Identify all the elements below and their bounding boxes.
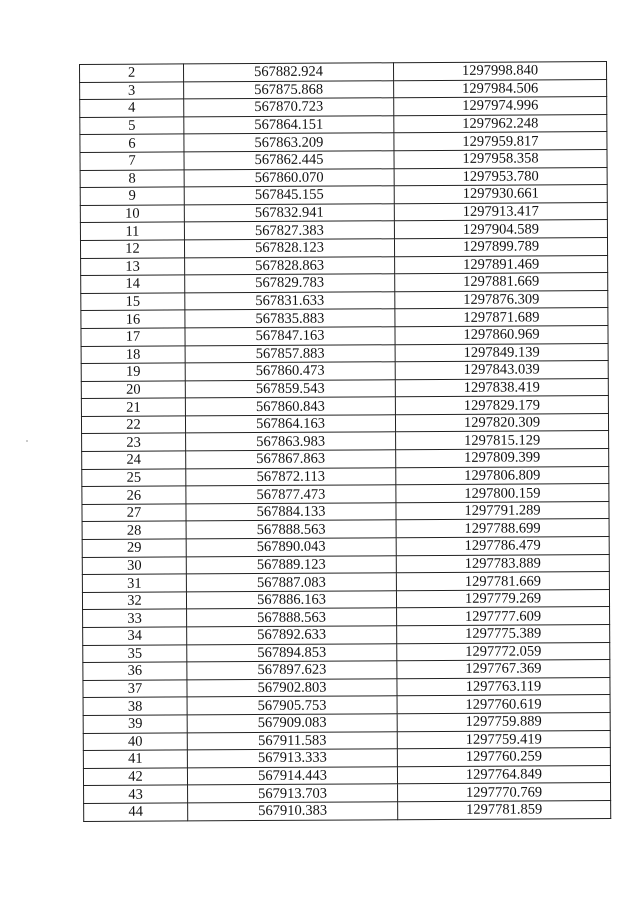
y-coordinate-cell: 1297763.119 xyxy=(397,677,610,696)
y-coordinate-cell: 1297838.419 xyxy=(395,378,608,397)
point-number-cell: 40 xyxy=(83,732,187,750)
y-coordinate-cell: 1297806.809 xyxy=(396,466,609,485)
y-coordinate-cell: 1297959.817 xyxy=(394,132,607,151)
x-coordinate-cell: 567828.863 xyxy=(185,256,395,275)
y-coordinate-cell: 1297913.417 xyxy=(394,202,607,221)
point-number-cell: 37 xyxy=(83,680,187,698)
x-coordinate-cell: 567828.123 xyxy=(184,239,394,258)
y-coordinate-cell: 1297891.469 xyxy=(395,255,608,274)
x-coordinate-cell: 567875.868 xyxy=(184,80,394,99)
x-coordinate-cell: 567845.155 xyxy=(184,186,394,205)
x-coordinate-cell: 567827.383 xyxy=(184,221,394,240)
point-number-cell: 2 xyxy=(80,64,184,82)
point-number-cell: 44 xyxy=(84,803,188,821)
point-number-cell: 33 xyxy=(83,609,187,627)
x-coordinate-cell: 567857.883 xyxy=(185,344,395,363)
x-coordinate-cell: 567905.753 xyxy=(187,696,397,715)
y-coordinate-cell: 1297781.669 xyxy=(396,572,609,591)
y-coordinate-cell: 1297759.889 xyxy=(397,713,610,732)
point-number-cell: 9 xyxy=(80,187,184,205)
y-coordinate-cell: 1297904.589 xyxy=(394,220,607,239)
x-coordinate-cell: 567864.163 xyxy=(185,415,395,434)
point-number-cell: 19 xyxy=(81,363,185,381)
y-coordinate-cell: 1297860.969 xyxy=(395,325,608,344)
x-coordinate-cell: 567913.333 xyxy=(187,749,397,768)
point-number-cell: 7 xyxy=(80,152,184,170)
y-coordinate-cell: 1297820.309 xyxy=(395,413,608,432)
x-coordinate-cell: 567877.473 xyxy=(186,485,396,504)
point-number-cell: 43 xyxy=(84,785,188,803)
table-row xyxy=(84,800,611,821)
y-coordinate-cell: 1297829.179 xyxy=(395,396,608,415)
y-coordinate-cell: 1297767.369 xyxy=(397,660,610,679)
y-coordinate-cell: 1297760.619 xyxy=(397,695,610,714)
point-number-cell: 21 xyxy=(81,398,185,416)
y-coordinate-cell: 1297759.419 xyxy=(397,730,610,749)
x-coordinate-cell: 567847.163 xyxy=(185,327,395,346)
x-coordinate-cell: 567886.163 xyxy=(186,591,396,610)
point-number-cell: 3 xyxy=(80,82,184,100)
x-coordinate-cell: 567872.113 xyxy=(186,467,396,486)
x-coordinate-cell: 567882.924 xyxy=(184,63,394,82)
y-coordinate-cell: 1297871.689 xyxy=(395,308,608,327)
x-coordinate-cell: 567831.633 xyxy=(185,291,395,310)
x-coordinate-cell: 567863.209 xyxy=(184,133,394,152)
point-number-cell: 12 xyxy=(80,240,184,258)
point-number-cell: 16 xyxy=(81,310,185,328)
point-number-cell: 34 xyxy=(83,627,187,645)
x-coordinate-cell: 567860.473 xyxy=(185,362,395,381)
y-coordinate-cell: 1297770.769 xyxy=(398,783,611,802)
y-coordinate-cell: 1297962.248 xyxy=(394,114,607,133)
point-number-cell: 18 xyxy=(81,345,185,363)
point-number-cell: 25 xyxy=(82,469,186,487)
y-coordinate-cell: 1297775.389 xyxy=(397,625,610,644)
y-coordinate-cell: 1297783.889 xyxy=(396,554,609,573)
y-coordinate-cell: 1297786.479 xyxy=(396,537,609,556)
x-coordinate-cell: 567897.623 xyxy=(187,661,397,680)
y-coordinate-cell: 1297800.159 xyxy=(396,484,609,503)
x-coordinate-cell: 567860.070 xyxy=(184,168,394,187)
point-number-cell: 8 xyxy=(80,169,184,187)
point-number-cell: 41 xyxy=(83,750,187,768)
point-number-cell: 39 xyxy=(83,715,187,733)
point-number-cell: 27 xyxy=(82,504,186,522)
point-number-cell: 26 xyxy=(82,486,186,504)
x-coordinate-cell: 567911.583 xyxy=(187,731,397,750)
y-coordinate-cell: 1297958.358 xyxy=(394,150,607,169)
x-coordinate-cell: 567859.543 xyxy=(185,379,395,398)
coordinates-table xyxy=(79,61,611,821)
x-coordinate-cell: 567832.941 xyxy=(184,203,394,222)
y-coordinate-cell: 1297764.849 xyxy=(397,765,610,784)
point-number-cell: 23 xyxy=(82,433,186,451)
y-coordinate-cell: 1297815.129 xyxy=(396,431,609,450)
point-number-cell: 4 xyxy=(80,99,184,117)
point-number-cell: 42 xyxy=(83,768,187,786)
point-number-cell: 13 xyxy=(81,257,185,275)
y-coordinate-cell: 1297772.059 xyxy=(397,642,610,661)
x-coordinate-cell: 567888.563 xyxy=(186,520,396,539)
point-number-cell: 35 xyxy=(83,645,187,663)
y-coordinate-cell: 1297760.259 xyxy=(397,748,610,767)
coordinates-table-body xyxy=(80,62,611,821)
x-coordinate-cell: 567835.883 xyxy=(185,309,395,328)
point-number-cell: 5 xyxy=(80,117,184,135)
y-coordinate-cell: 1297984.506 xyxy=(394,79,607,98)
x-coordinate-cell: 567890.043 xyxy=(186,538,396,557)
x-coordinate-cell: 567889.123 xyxy=(186,555,396,574)
x-coordinate-cell: 567892.633 xyxy=(187,626,397,645)
y-coordinate-cell: 1297876.309 xyxy=(395,290,608,309)
point-number-cell: 10 xyxy=(80,205,184,223)
y-coordinate-cell: 1297777.609 xyxy=(397,607,610,626)
point-number-cell: 31 xyxy=(82,574,186,592)
x-coordinate-cell: 567910.383 xyxy=(188,802,398,821)
x-coordinate-cell: 567914.443 xyxy=(187,766,397,785)
y-coordinate-cell: 1297930.661 xyxy=(394,185,607,204)
point-number-cell: 20 xyxy=(81,381,185,399)
point-number-cell: 22 xyxy=(81,416,185,434)
x-coordinate-cell: 567887.083 xyxy=(186,573,396,592)
y-coordinate-cell: 1297998.840 xyxy=(393,62,606,81)
y-coordinate-cell: 1297974.996 xyxy=(394,97,607,116)
x-coordinate-cell: 567870.723 xyxy=(184,98,394,117)
y-coordinate-cell: 1297788.699 xyxy=(396,519,609,538)
y-coordinate-cell: 1297849.139 xyxy=(395,343,608,362)
point-number-cell: 32 xyxy=(82,592,186,610)
scan-speck xyxy=(26,440,28,442)
point-number-cell: 14 xyxy=(81,275,185,293)
x-coordinate-cell: 567888.563 xyxy=(187,608,397,627)
point-number-cell: 30 xyxy=(82,557,186,575)
x-coordinate-cell: 567863.983 xyxy=(186,432,396,451)
y-coordinate-cell: 1297791.289 xyxy=(396,501,609,520)
y-coordinate-cell: 1297779.269 xyxy=(396,589,609,608)
point-number-cell: 24 xyxy=(82,451,186,469)
point-number-cell: 38 xyxy=(83,697,187,715)
x-coordinate-cell: 567860.843 xyxy=(185,397,395,416)
y-coordinate-cell: 1297953.780 xyxy=(394,167,607,186)
point-number-cell: 6 xyxy=(80,134,184,152)
point-number-cell: 11 xyxy=(80,222,184,240)
x-coordinate-cell: 567909.083 xyxy=(187,714,397,733)
point-number-cell: 15 xyxy=(81,293,185,311)
y-coordinate-cell: 1297809.399 xyxy=(396,449,609,468)
y-coordinate-cell: 1297843.039 xyxy=(395,361,608,380)
x-coordinate-cell: 567894.853 xyxy=(187,643,397,662)
y-coordinate-cell: 1297781.859 xyxy=(398,800,611,819)
point-number-cell: 28 xyxy=(82,521,186,539)
x-coordinate-cell: 567864.151 xyxy=(184,116,394,135)
point-number-cell: 29 xyxy=(82,539,186,557)
x-coordinate-cell: 567867.863 xyxy=(186,450,396,469)
y-coordinate-cell: 1297881.669 xyxy=(395,273,608,292)
x-coordinate-cell: 567902.803 xyxy=(187,679,397,698)
x-coordinate-cell: 567913.703 xyxy=(188,784,398,803)
x-coordinate-cell: 567862.445 xyxy=(184,151,394,170)
x-coordinate-cell: 567829.783 xyxy=(185,274,395,293)
y-coordinate-cell: 1297899.789 xyxy=(394,237,607,256)
point-number-cell: 17 xyxy=(81,328,185,346)
x-coordinate-cell: 567884.133 xyxy=(186,503,396,522)
point-number-cell: 36 xyxy=(83,662,187,680)
